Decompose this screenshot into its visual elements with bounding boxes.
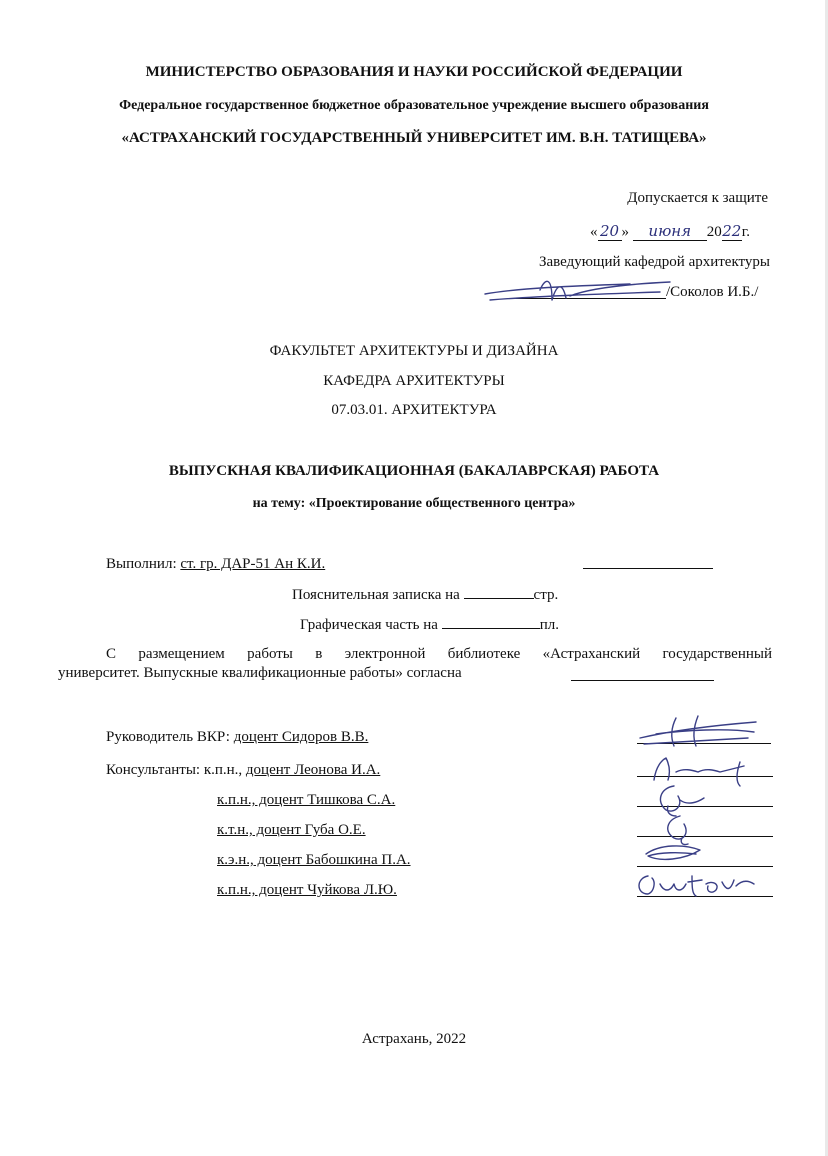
date-open-quote: « (590, 224, 598, 240)
work-topic: на тему: «Проектирование общественного центра» (252, 496, 576, 511)
consultant-row-2: к.п.н., доцент Тишкова С.А. (217, 792, 396, 808)
ministry-heading: МИНИСТЕРСТВО ОБРАЗОВАНИЯ И НАУКИ РОССИЙСКОЙ ФЕДЕРАЦИИ (145, 64, 683, 80)
performed-value: ст. гр. ДАР-51 Ан К.И. (180, 556, 326, 572)
performed-label: Выполнил: (106, 556, 177, 572)
consultant-row-4: к.э.н., доцент Бабошкина П.А. (217, 852, 411, 868)
performed-signature-line (583, 568, 713, 569)
consultant-row-1 (106, 762, 380, 779)
date-close-quote: » (621, 224, 629, 240)
department-name: КАФЕДРА АРХИТЕКТУРЫ (323, 373, 505, 389)
graphic-sheets-blank (442, 616, 540, 629)
head-name: /Соколов И.Б./ (666, 284, 759, 300)
date-year-prefix: 20 (706, 224, 722, 240)
consultant-5-signature-icon (630, 866, 770, 902)
head-title: Заведующий кафедрой архитектуры (538, 254, 770, 270)
consultant-name: доцент Леонова И.А. (245, 762, 381, 778)
notes-pages-blank (464, 586, 534, 599)
consultant-row-5: к.п.н., доцент Чуйкова Л.Ю. (217, 882, 397, 898)
date-day: 20 (598, 222, 622, 241)
consent-line-1: С размещением работы в электронной библиотеке «Астраханский государственный (106, 646, 772, 662)
supervisor-name: доцент Сидоров В.В. (233, 729, 369, 745)
consultant-row-3: к.т.н., доцент Губа О.Е. (217, 822, 366, 838)
consultant-degree: к.п.н., (203, 762, 243, 778)
consultant-4-signature-icon (640, 842, 710, 866)
consent-line-2: университет. Выпускные квалификационные работы» согласна (58, 665, 462, 681)
consultant-3-signature-icon (652, 812, 712, 846)
program-code: 07.03.01. АРХИТЕКТУРА (331, 402, 497, 418)
consent-signature-line (571, 680, 714, 681)
consultant-1-signature-icon (640, 752, 770, 786)
date-year-suffix: 22 (722, 222, 742, 240)
faculty-name: ФАКУЛЬТЕТ АРХИТЕКТУРЫ И ДИЗАЙНА (269, 343, 559, 359)
supervisor-label: Руководитель ВКР: (106, 729, 230, 745)
graphic-label: Графическая часть на (300, 617, 438, 633)
institution-type: Федеральное государственное бюджетное образовательное учреждение высшего образования (119, 98, 709, 113)
admission-text: Допускается к защите (627, 190, 768, 206)
supervisor-signature-icon (636, 712, 766, 752)
date-year-unit: г. (741, 224, 750, 240)
city-year: Астрахань, 2022 (361, 1031, 467, 1047)
university-name: «АСТРАХАНСКИЙ ГОСУДАРСТВЕННЫЙ УНИВЕРСИТЕТ ИМ. В.Н. ТАТИЩЕВА» (121, 130, 707, 146)
head-signature-icon (480, 270, 680, 310)
notes-label: Пояснительная записка на (292, 587, 460, 603)
notes-pages (292, 586, 558, 604)
work-title: ВЫПУСКНАЯ КВАЛИФИКАЦИОННАЯ (БАКАЛАВРСКАЯ) РАБОТА (168, 463, 660, 479)
consultants-label: Консультанты: (106, 762, 201, 778)
graphic-sheets (300, 616, 559, 634)
performed-by (106, 556, 325, 573)
graphic-unit: пл. (539, 617, 559, 633)
date-month: июня (633, 222, 707, 241)
approval-date (590, 222, 750, 241)
notes-unit: стр. (533, 587, 559, 603)
supervisor (106, 729, 368, 746)
